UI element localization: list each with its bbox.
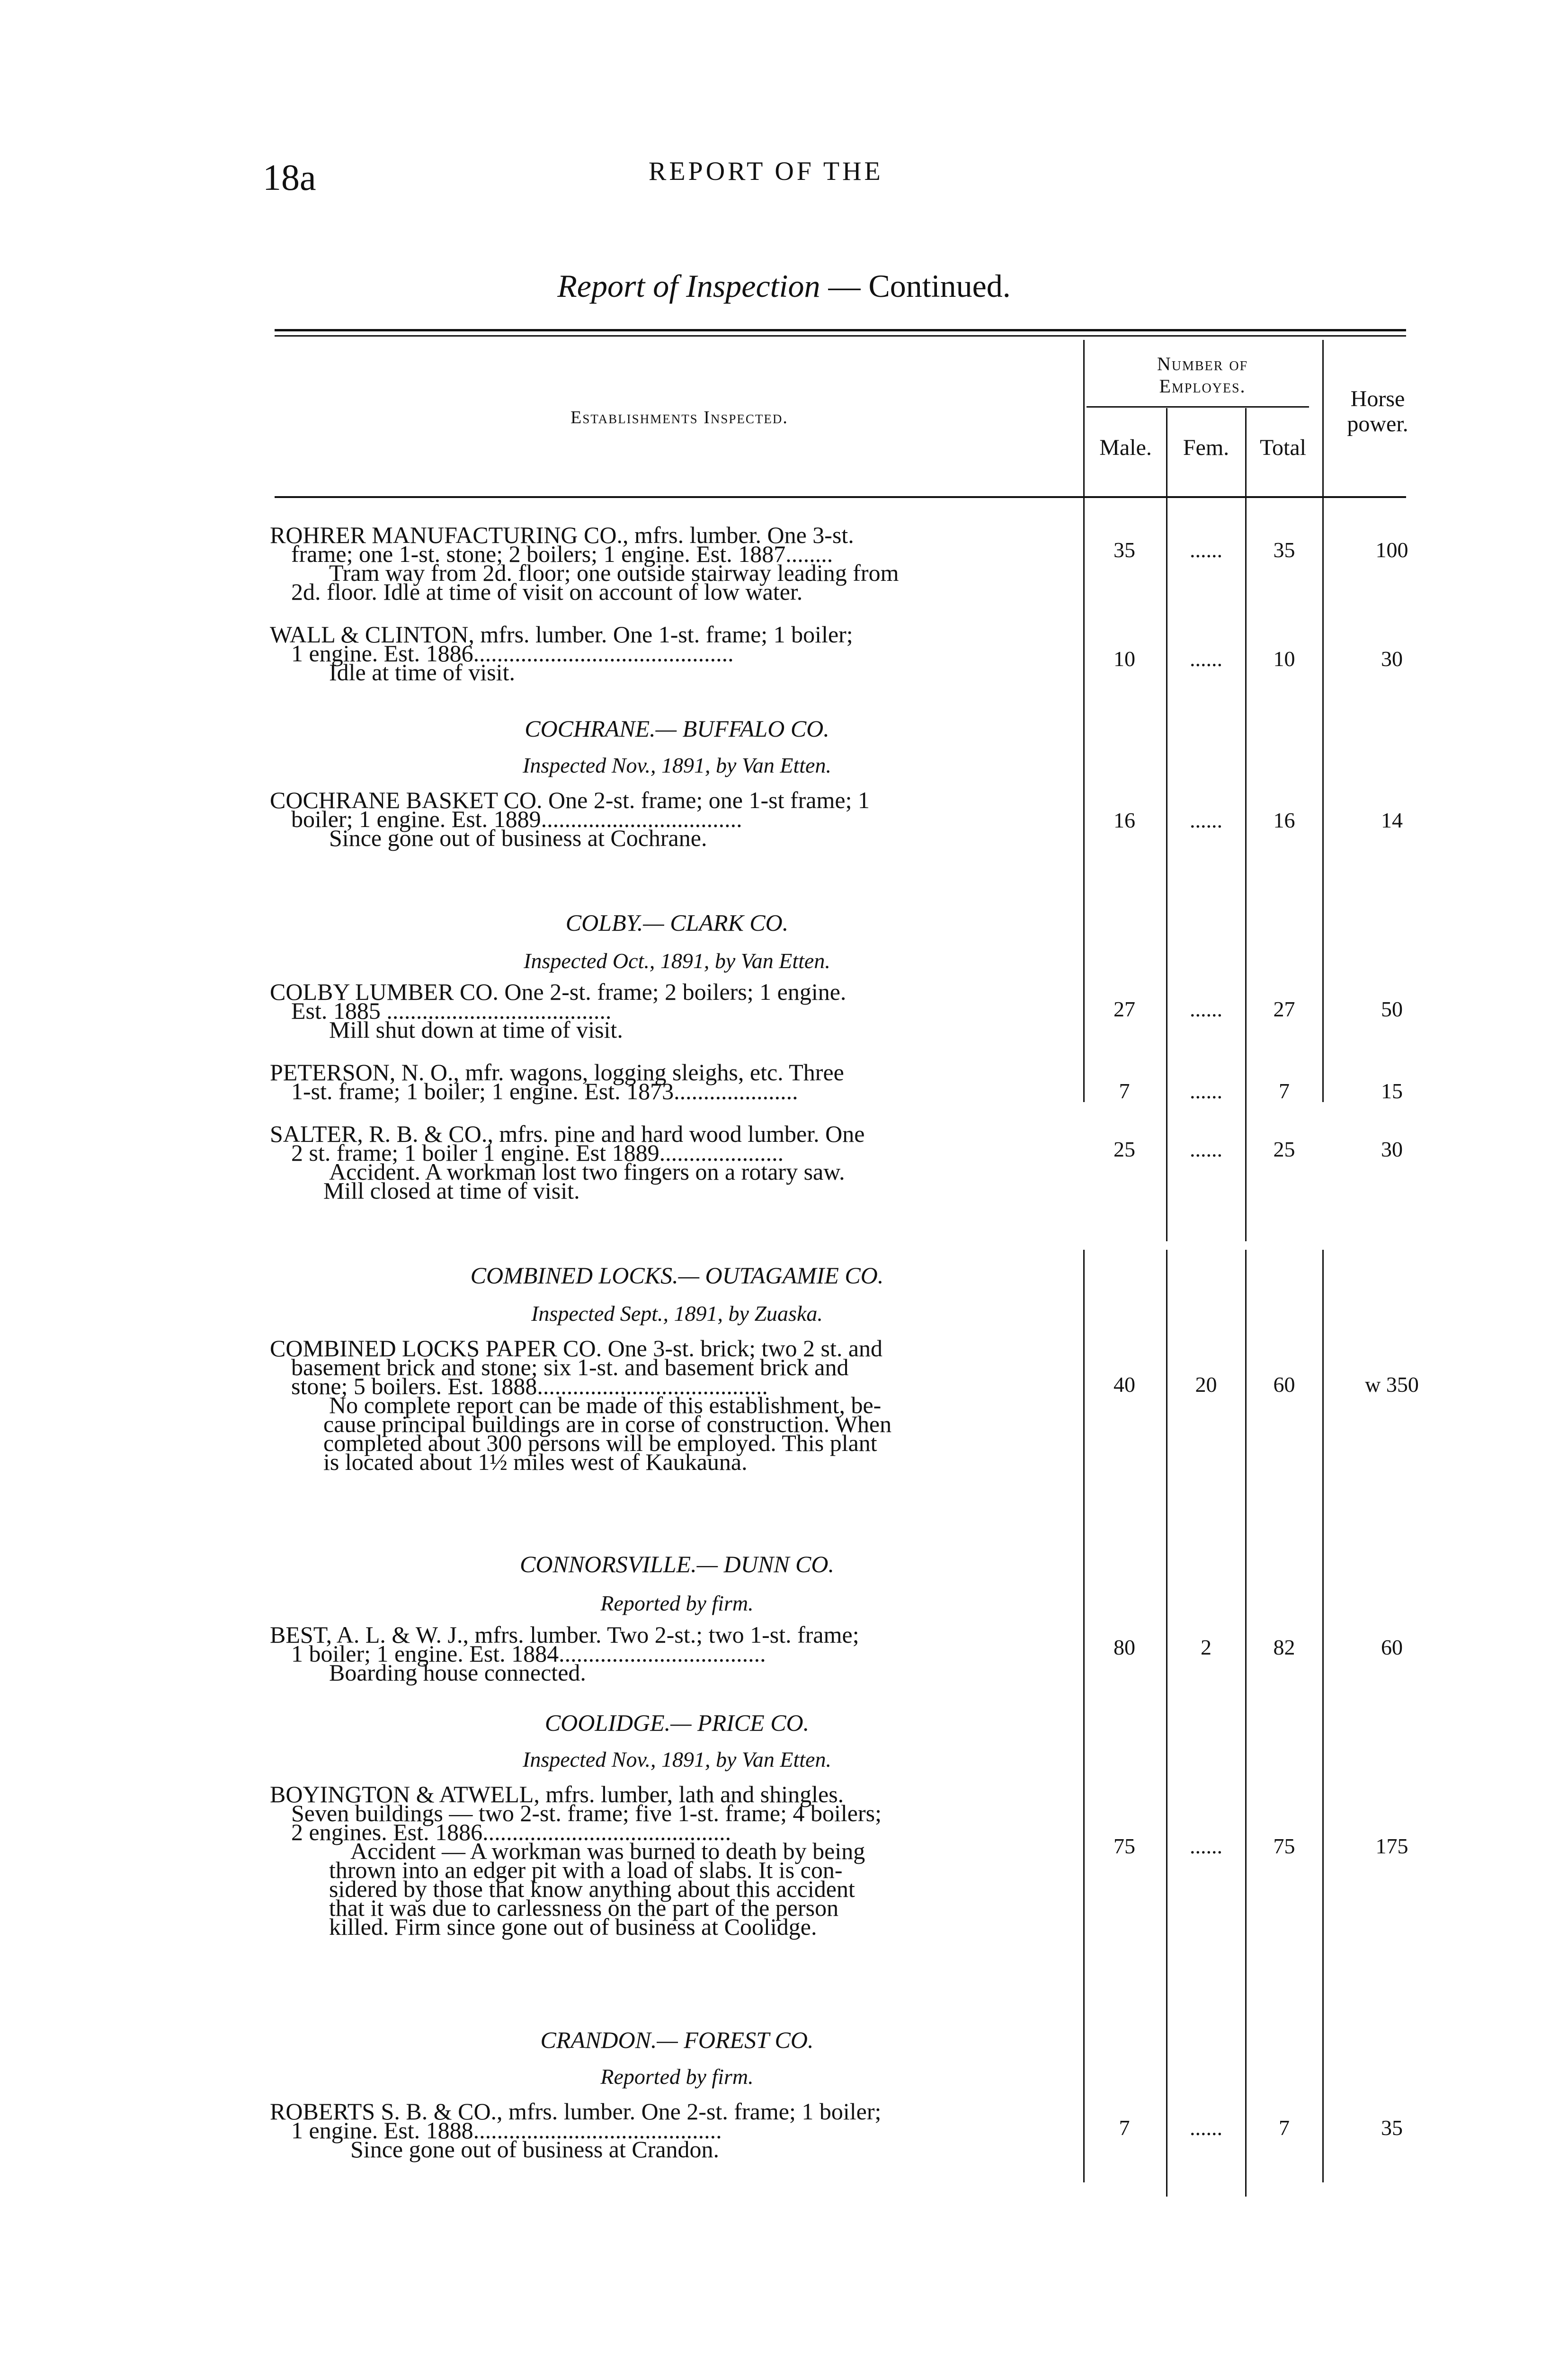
employes-underline [1087, 406, 1309, 408]
total-header: Total [1260, 435, 1306, 460]
col-rule-total-lower [1322, 1250, 1324, 2182]
employes-header-line2: Employes. [1159, 375, 1246, 397]
entry-line: Tram way from 2d. floor; one outside stairway leading from [329, 560, 899, 586]
horse-power: w 350 [1365, 1372, 1419, 1397]
entry-line: that it was due to carlessness on the part of the person [329, 1895, 839, 1921]
female-count: ...... [1190, 538, 1222, 562]
entry-line: boiler; 1 engine. Est. 1889.................................. [291, 806, 742, 832]
total-count: 27 [1273, 997, 1295, 1021]
entry-line: PETERSON, N. O., mfr. wagons, logging sleighs, etc. Three [270, 1059, 844, 1086]
entry-line: COLBY LUMBER CO. One 2-st. frame; 2 boilers; 1 engine. [270, 979, 846, 1005]
male-count: 16 [1114, 808, 1135, 832]
entry-line: is located about 1½ miles west of Kaukauna. [323, 1449, 748, 1475]
entry-line: 1 engine. Est. 1888.......................................... [291, 2117, 722, 2144]
section-inspected: Inspected Oct., 1891, by Van Etten. [524, 949, 830, 973]
employes-header-line1: Number of [1157, 353, 1248, 374]
entry-line: ROHRER MANUFACTURING CO., mfrs. lumber. One 3-st. [270, 522, 854, 548]
total-count: 35 [1273, 538, 1295, 562]
entry-line: Est. 1885 ...................................... [291, 997, 612, 1024]
entry-line: frame; one 1-st. stone; 2 boilers; 1 engine. Est. 1887........ [291, 541, 833, 567]
section-heading: CRANDON.— FOREST CO. [540, 2027, 814, 2053]
entry-line: basement brick and stone; six 1-st. and basement brick and [291, 1354, 849, 1380]
entry-line: WALL & CLINTON, mfrs. lumber. One 1-st. frame; 1 boiler; [270, 621, 853, 648]
horse-power: 35 [1381, 2116, 1403, 2140]
female-count: 2 [1201, 1635, 1212, 1659]
female-count: ...... [1190, 1079, 1222, 1103]
total-count: 7 [1279, 1079, 1290, 1103]
total-count: 82 [1273, 1635, 1295, 1659]
entry-line: No complete report can be made of this establishment, be- [329, 1392, 882, 1418]
male-count: 75 [1114, 1834, 1135, 1858]
male-count: 27 [1114, 997, 1135, 1021]
section-inspected: Inspected Sept., 1891, by Zuaska. [531, 1301, 823, 1326]
female-count: ...... [1190, 1137, 1222, 1161]
entry-line: Seven buildings — two 2-st. frame; five 1-st. frame; 4 boilers; [291, 1800, 882, 1826]
report-title [0, 267, 1568, 305]
entry-line: Since gone out of business at Cochrane. [329, 825, 707, 851]
entry-line: 1 boiler; 1 engine. Est. 1884................................... [291, 1640, 766, 1667]
entry-line: BEST, A. L. & W. J., mfrs. lumber. Two 2-st.; two 1-st. frame; [270, 1621, 859, 1648]
report-title-suffix: — Continued. [820, 268, 1011, 304]
entry-line: Mill shut down at time of visit. [329, 1016, 623, 1043]
entry-line: ROBERTS S. B. & CO., mfrs. lumber. One 2-st. frame; 1 boiler; [270, 2098, 882, 2125]
entry-line: Idle at time of visit. [329, 659, 515, 685]
female-count: ...... [1190, 2116, 1222, 2140]
entry-line: killed. Firm since gone out of business at Coolidge. [329, 1913, 817, 1940]
entry-line: Boarding house connected. [329, 1659, 586, 1686]
section-heading: COOLIDGE.— PRICE CO. [544, 1709, 810, 1736]
horse-power: 14 [1381, 808, 1403, 832]
page-number: 18a [263, 157, 316, 198]
entry-line: Mill closed at time of visit. [323, 1177, 580, 1204]
col-rule-fem-lower [1245, 1250, 1247, 2197]
entry-line: COCHRANE BASKET CO. One 2-st. frame; one 1-st frame; 1 [270, 787, 870, 813]
male-count: 40 [1114, 1372, 1135, 1397]
horse-power: 30 [1381, 1137, 1403, 1161]
entry-line: cause principal buildings are in corse of construction. When [323, 1411, 892, 1437]
horse-power: 175 [1375, 1834, 1408, 1858]
section-heading: COCHRANE.— BUFFALO CO. [525, 715, 829, 742]
entry-line: Accident. A workman lost two fingers on a rotary saw. [329, 1158, 845, 1185]
section-inspected: Reported by firm. [600, 2064, 754, 2089]
female-count: ...... [1190, 997, 1222, 1021]
section-inspected: Reported by firm. [600, 1591, 754, 1615]
entry-line: BOYINGTON & ATWELL, mfrs. lumber, lath and shingles. [270, 1781, 844, 1807]
female-count: ...... [1190, 808, 1222, 832]
entry-line: 1 engine. Est. 1886............................................ [291, 640, 734, 667]
header-rule-top-2 [275, 335, 1406, 337]
horse-power-header-line1: Horse [1350, 386, 1405, 411]
horse-power: 15 [1381, 1079, 1403, 1103]
section-heading: COMBINED LOCKS.— OUTAGAMIE CO. [470, 1262, 884, 1289]
horse-power: 50 [1381, 997, 1403, 1021]
entry-line: completed about 300 persons will be employed. This plant [323, 1430, 877, 1456]
entry-line: 2d. floor. Idle at time of visit on account of low water. [291, 578, 803, 605]
total-count: 7 [1279, 2116, 1290, 2140]
section-inspected: Inspected Nov., 1891, by Van Etten. [523, 753, 831, 777]
female-count: ...... [1190, 1834, 1222, 1858]
male-count: 7 [1119, 2116, 1130, 2140]
entry-line: 2 st. frame; 1 boiler 1 engine. Est 1889..................... [291, 1139, 784, 1166]
male-count: 35 [1114, 538, 1135, 562]
col-rule-fem [1245, 408, 1247, 1241]
male-count: 10 [1114, 647, 1135, 671]
entry-line: COMBINED LOCKS PAPER CO. One 3-st. brick; two 2 st. and [270, 1335, 883, 1361]
total-count: 60 [1273, 1372, 1295, 1397]
entry-line: SALTER, R. B. & CO., mfrs. pine and hard wood lumber. One [270, 1121, 865, 1147]
header-rule-top-1 [275, 329, 1406, 331]
entry-line: sidered by those that know anything about this accident [329, 1876, 855, 1902]
section-heading: COLBY.— CLARK CO. [565, 909, 789, 936]
report-title-italic: Report of Inspection [557, 268, 820, 304]
horse-power: 60 [1381, 1635, 1403, 1659]
header-rule-bottom [275, 496, 1406, 498]
fem-header: Fem. [1183, 435, 1229, 460]
male-count: 7 [1119, 1079, 1130, 1103]
establishments-header: Establishments Inspected. [570, 408, 788, 427]
female-count: 20 [1195, 1372, 1217, 1397]
male-count: 80 [1114, 1635, 1135, 1659]
horse-power: 30 [1381, 647, 1403, 671]
male-count: 25 [1114, 1137, 1135, 1161]
entry-line: Since gone out of business at Crandon. [350, 2136, 720, 2162]
total-count: 25 [1273, 1137, 1295, 1161]
running-head: REPORT OF THE [649, 157, 883, 186]
total-count: 16 [1273, 808, 1295, 832]
section-heading: CONNORSVILLE.— DUNN CO. [520, 1551, 834, 1577]
horse-power-header-line2: power. [1347, 411, 1408, 436]
total-count: 75 [1273, 1834, 1295, 1858]
total-count: 10 [1273, 647, 1295, 671]
male-header: Male. [1099, 435, 1152, 460]
entry-line: Accident — A workman was burned to death by being [350, 1838, 865, 1864]
entry-line: thrown into an edger pit with a load of slabs. It is con- [329, 1857, 843, 1883]
entry-line: 1-st. frame; 1 boiler; 1 engine. Est. 1873..................... [291, 1078, 798, 1104]
entry-line: 2 engines. Est. 1886.......................................... [291, 1819, 731, 1845]
female-count: ...... [1190, 647, 1222, 671]
section-inspected: Inspected Nov., 1891, by Van Etten. [523, 1747, 831, 1771]
col-rule-total [1322, 340, 1324, 1102]
horse-power: 100 [1375, 538, 1408, 562]
entry-line: stone; 5 boilers. Est. 1888....................................... [291, 1373, 768, 1399]
